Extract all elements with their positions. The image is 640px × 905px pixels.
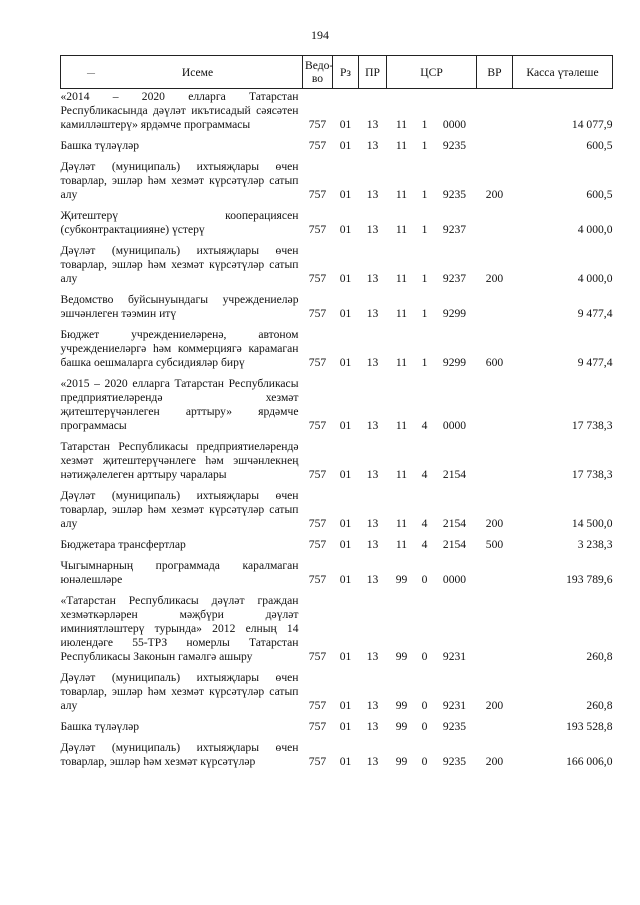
row-csr-2: 0: [421, 650, 428, 663]
row-amount: 260,8: [586, 699, 613, 712]
table-row: [61, 138, 613, 159]
row-amount: 9 477,4: [577, 307, 613, 320]
row-csr-1: 99: [395, 755, 408, 768]
table-row: [61, 719, 613, 740]
row-pr: 13: [366, 188, 379, 201]
row-csr-1: 11: [395, 272, 408, 285]
row-rz: 01: [339, 272, 352, 285]
row-csr-3: 0000: [442, 419, 467, 432]
row-ved: 757: [308, 419, 327, 432]
row-csr-3: 2154: [442, 517, 467, 530]
row-ved: 757: [308, 720, 327, 733]
row-rz: 01: [339, 223, 352, 236]
row-vr: [477, 292, 513, 327]
row-csr-2: 4: [421, 517, 428, 530]
row-vr: [477, 89, 513, 139]
row-amount: 600,5: [586, 188, 613, 201]
row-ved: 757: [308, 468, 327, 481]
row-name: Башка түләүләр: [60, 139, 140, 152]
row-csr-1: 99: [395, 573, 408, 586]
row-rz: 01: [339, 755, 352, 768]
row-csr-1: 11: [395, 468, 408, 481]
table-row: [61, 670, 613, 719]
table-row: [61, 488, 613, 537]
table-row: [61, 292, 613, 327]
row-ved: 757: [308, 356, 327, 369]
row-ved: 757: [308, 650, 327, 663]
row-name: Чыгымнарның программада каралмаган юнәлешләре: [60, 559, 299, 586]
row-csr-2: 1: [421, 272, 428, 285]
row-name: Дәүләт (муниципаль) ихтыяҗлары өчен товарлар, эшләр һәм хезмәт күрсәтүләр сатып алу: [60, 671, 299, 712]
row-csr-1: 11: [395, 538, 408, 551]
row-ved: 757: [308, 699, 327, 712]
row-rz: 01: [339, 118, 352, 131]
row-csr-2: 4: [421, 538, 428, 551]
row-rz: 01: [339, 188, 352, 201]
row-name: Дәүләт (муниципаль) ихтыяҗлары өчен товарлар, эшләр һәм хезмәт күрсәтүләр сатып алу: [60, 160, 299, 201]
row-amount: 260,8: [586, 650, 613, 663]
row-csr-1: 11: [395, 307, 408, 320]
header-name: [61, 56, 303, 89]
row-csr-3: 9299: [442, 307, 467, 320]
row-vr: [477, 719, 513, 740]
table-row: [61, 327, 613, 376]
row-name: Дәүләт (муниципаль) ихтыяҗлары өчен товарлар, эшләр һәм хезмәт күрсәтүләр: [60, 741, 299, 768]
row-name: «2015 – 2020 елларга Татарстан Республикасы предприятиеләрендә хезмәт җитештерүчәнлеген арттыру» ярдәмче программасы: [60, 377, 299, 432]
row-amount: 14 500,0: [571, 517, 613, 530]
row-ved: 757: [308, 755, 327, 768]
row-ved: 757: [308, 118, 327, 131]
row-vr: 200: [485, 272, 504, 285]
row-name: Дәүләт (муниципаль) ихтыяҗлары өчен товарлар, эшләр һәм хезмәт күрсәтүләр сатып алу: [60, 489, 299, 530]
row-ved: 757: [308, 139, 327, 152]
row-name: Татарстан Республикасы предприятиеләрендә хезмәт җитештерүчәнлеге һәм эшчәнлекнең нәтиҗәлелеген арттыру чаралары: [60, 440, 299, 481]
row-csr-2: 1: [421, 356, 428, 369]
row-vr: [477, 439, 513, 488]
row-csr-1: 11: [395, 118, 408, 131]
row-csr-1: 11: [395, 223, 408, 236]
row-rz: 01: [339, 468, 352, 481]
row-name: Ведомство буйсынуындагы учреждениеләр эшчәнлеген тәэмин итү: [60, 293, 299, 320]
row-vr: [477, 593, 513, 670]
row-csr-2: 0: [421, 699, 428, 712]
row-csr-2: 1: [421, 307, 428, 320]
row-csr-1: 99: [395, 720, 408, 733]
row-csr-1: 11: [395, 517, 408, 530]
row-csr-1: 11: [395, 356, 408, 369]
row-pr: 13: [366, 272, 379, 285]
row-csr-2: 0: [421, 755, 428, 768]
row-amount: 166 006,0: [566, 755, 613, 768]
header-csr: ЦСР: [387, 56, 477, 89]
row-pr: 13: [366, 517, 379, 530]
row-amount: 193 789,6: [566, 573, 613, 586]
row-rz: 01: [339, 573, 352, 586]
row-name: «2014 – 2020 елларга Татарстан Республикасында дәүләт икътисадый сәясәтен камилләштерү» ярдәмче программасы: [60, 90, 299, 131]
row-csr-3: 9235: [442, 139, 467, 152]
row-vr: 200: [485, 755, 504, 768]
row-rz: 01: [339, 307, 352, 320]
row-csr-1: 99: [395, 699, 408, 712]
row-ved: 757: [308, 307, 327, 320]
row-name: Башка түләүләр: [60, 720, 140, 733]
row-amount: 9 477,4: [577, 356, 613, 369]
row-rz: 01: [339, 699, 352, 712]
row-csr-2: 1: [421, 139, 428, 152]
page-number: 194: [311, 28, 329, 42]
header-mark: —: [87, 67, 95, 77]
row-pr: 13: [366, 699, 379, 712]
row-csr-3: 9231: [442, 650, 467, 663]
row-csr-2: 1: [421, 118, 428, 131]
row-csr-1: 99: [395, 650, 408, 663]
header-pr: ПР: [359, 56, 387, 89]
row-amount: 600,5: [586, 139, 613, 152]
row-pr: 13: [366, 356, 379, 369]
row-amount: 4 000,0: [577, 223, 613, 236]
row-ved: 757: [308, 272, 327, 285]
table-row: [61, 740, 613, 775]
row-pr: 13: [366, 468, 379, 481]
table-row: [61, 243, 613, 292]
row-name: Бюджетара трансфертлар: [60, 538, 186, 551]
row-amount: 193 528,8: [566, 720, 613, 733]
row-csr-2: 1: [421, 188, 428, 201]
row-ved: 757: [308, 573, 327, 586]
row-csr-3: 9299: [442, 356, 467, 369]
table-row: [61, 376, 613, 439]
row-pr: 13: [366, 720, 379, 733]
row-csr-1: 11: [395, 188, 408, 201]
row-rz: 01: [339, 720, 352, 733]
row-csr-3: 0000: [442, 118, 467, 131]
row-csr-3: 9235: [442, 755, 467, 768]
table-body: [61, 89, 613, 776]
row-csr-2: 4: [421, 468, 428, 481]
row-pr: 13: [366, 419, 379, 432]
row-pr: 13: [366, 139, 379, 152]
row-vr: [477, 558, 513, 593]
row-vr: [477, 138, 513, 159]
row-name: Җитештерү кооперациясен (субконтрактациияне) үстерү: [60, 209, 299, 236]
row-amount: 17 738,3: [571, 468, 613, 481]
row-amount: 3 238,3: [577, 538, 613, 551]
table-row: [61, 593, 613, 670]
row-pr: 13: [366, 650, 379, 663]
row-rz: 01: [339, 538, 352, 551]
row-pr: 13: [366, 118, 379, 131]
budget-table: [60, 55, 613, 775]
table-row: [61, 558, 613, 593]
row-csr-2: 0: [421, 720, 428, 733]
row-rz: 01: [339, 650, 352, 663]
header-vr: ВР: [477, 56, 513, 89]
row-rz: 01: [339, 356, 352, 369]
row-pr: 13: [366, 755, 379, 768]
row-rz: 01: [339, 139, 352, 152]
row-csr-3: 9235: [442, 188, 467, 201]
row-ved: 757: [308, 223, 327, 236]
row-vr: 200: [485, 188, 504, 201]
row-csr-3: 2154: [442, 538, 467, 551]
table-row: [61, 537, 613, 558]
row-pr: 13: [366, 307, 379, 320]
row-vr: 200: [485, 699, 504, 712]
row-vr: [477, 208, 513, 243]
header-ved: Ведо-во: [303, 56, 333, 89]
header-rz: Рз: [333, 56, 359, 89]
row-csr-3: 9237: [442, 272, 467, 285]
row-csr-3: 9231: [442, 699, 467, 712]
row-pr: 13: [366, 223, 379, 236]
row-name: Бюджет учреждениеләренә, автоном учреждениеләргә һәм коммерциягә карамаган башка оешмаларга субсидияләр бирү: [60, 328, 299, 369]
row-vr: 200: [485, 517, 504, 530]
row-rz: 01: [339, 517, 352, 530]
row-csr-2: 4: [421, 419, 428, 432]
row-csr-1: 11: [395, 419, 408, 432]
header-kassa: Касса үтәлеше: [513, 56, 613, 89]
row-vr: [477, 376, 513, 439]
row-name: «Татарстан Республикасы дәүләт граждан хезмәткәрләрен мәҗбүри дәүләт иминиятләштерү турында» 2012 елның 14 июлендәге 55-ТРЗ номерлы Татарстан Республикасы Законын гамәлгә ашыру: [60, 594, 299, 663]
row-csr-1: 11: [395, 139, 408, 152]
row-csr-3: 9237: [442, 223, 467, 236]
row-pr: 13: [366, 538, 379, 551]
row-ved: 757: [308, 538, 327, 551]
row-vr: 500: [485, 538, 504, 551]
row-vr: 600: [485, 356, 504, 369]
table-row: [61, 439, 613, 488]
row-amount: 4 000,0: [577, 272, 613, 285]
row-rz: 01: [339, 419, 352, 432]
row-name: Дәүләт (муниципаль) ихтыяҗлары өчен товарлар, эшләр һәм хезмәт күрсәтүләр сатып алу: [60, 244, 299, 285]
row-csr-2: 0: [421, 573, 428, 586]
table-row: [61, 89, 613, 139]
header-name-label: Исеме: [181, 65, 214, 79]
row-amount: 14 077,9: [571, 118, 613, 131]
row-amount: 17 738,3: [571, 419, 613, 432]
row-ved: 757: [308, 188, 327, 201]
table-header: [61, 56, 613, 89]
row-csr-3: 0000: [442, 573, 467, 586]
row-csr-2: 1: [421, 223, 428, 236]
row-csr-3: 2154: [442, 468, 467, 481]
row-ved: 757: [308, 517, 327, 530]
table-row: [61, 208, 613, 243]
row-csr-3: 9235: [442, 720, 467, 733]
table-row: [61, 159, 613, 208]
row-pr: 13: [366, 573, 379, 586]
